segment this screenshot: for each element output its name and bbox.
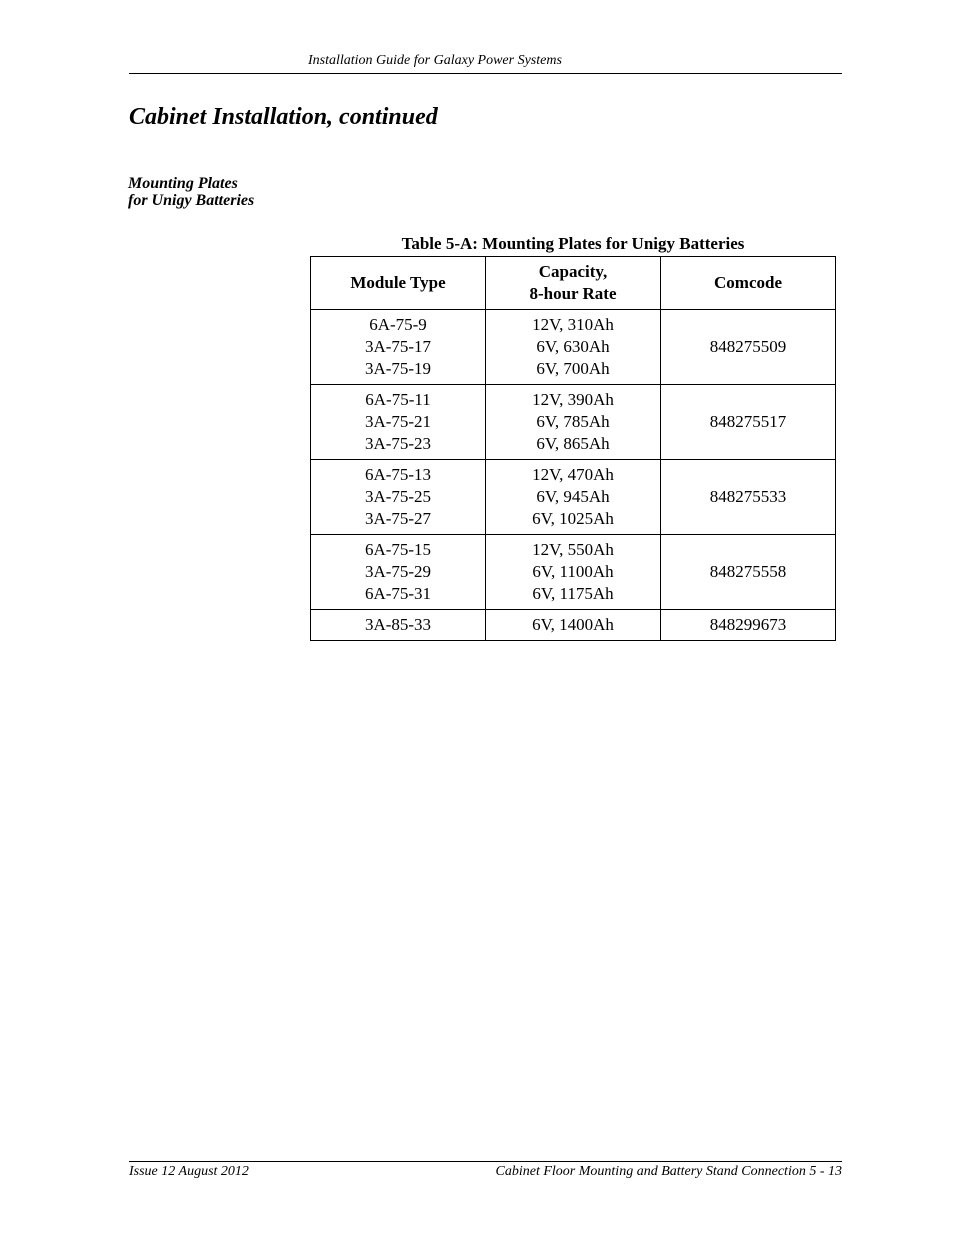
module-type: 6A-75-11: [365, 390, 431, 409]
capacity: 6V, 700Ah: [536, 359, 610, 378]
module-type: 3A-75-19: [364, 359, 432, 378]
cell-capacities: [486, 310, 661, 385]
header-capacity: [486, 257, 661, 310]
cell-module-types: [311, 310, 486, 385]
capacity: 6V, 945Ah: [536, 487, 610, 506]
table-row: [311, 385, 836, 460]
table-row: [311, 310, 836, 385]
table-row: [311, 610, 836, 641]
table-row: [311, 460, 836, 535]
module-type: 3A-85-33: [364, 615, 432, 634]
cell-comcode: 848275533: [661, 460, 836, 535]
capacity: 6V, 630Ah: [536, 337, 610, 356]
footer-issue: Issue 12 August 2012: [129, 1164, 249, 1179]
capacity: 6V, 1175Ah: [532, 584, 614, 603]
running-header: [129, 53, 842, 74]
cell-capacities: [486, 610, 661, 641]
table-row: [311, 535, 836, 610]
module-type: 3A-75-23: [364, 434, 432, 453]
capacity: 6V, 785Ah: [536, 412, 610, 431]
capacity: 12V, 310Ah: [532, 315, 614, 334]
capacity: 12V, 390Ah: [532, 390, 614, 409]
module-type: 3A-75-21: [364, 412, 432, 431]
table-header-row: [311, 257, 836, 310]
cell-capacities: [486, 460, 661, 535]
header-module-type: Module Type: [311, 257, 486, 310]
capacity: 6V, 865Ah: [536, 434, 610, 453]
cell-capacities: [486, 385, 661, 460]
header-comcode: Comcode: [661, 257, 836, 310]
capacity: 6V, 1400Ah: [532, 615, 614, 634]
module-type: 6A-75-9: [369, 315, 427, 334]
footer-section-page: Cabinet Floor Mounting and Battery Stand Connection 5 - 13: [495, 1164, 842, 1179]
header-capacity-line-2: 8-hour Rate: [529, 284, 617, 303]
running-footer: [129, 1161, 842, 1179]
capacity: 6V, 1100Ah: [532, 562, 614, 581]
module-type: 6A-75-15: [364, 540, 432, 559]
cell-comcode: 848275509: [661, 310, 836, 385]
table-caption: Table 5-A: Mounting Plates for Unigy Batteries: [401, 234, 745, 253]
capacity: 12V, 550Ah: [532, 540, 614, 559]
page-title: Cabinet Installation, continued: [129, 104, 438, 130]
section-side-heading-line-2: for Unigy Batteries: [128, 192, 255, 209]
module-type: 3A-75-25: [364, 487, 432, 506]
capacity: 6V, 1025Ah: [532, 509, 614, 528]
cell-module-types: [311, 385, 486, 460]
module-type: 3A-75-17: [364, 337, 432, 356]
module-type: 6A-75-31: [364, 584, 432, 603]
cell-module-types: [311, 535, 486, 610]
module-type: 6A-75-13: [364, 465, 432, 484]
cell-module-types: [311, 460, 486, 535]
cell-comcode: 848299673: [661, 610, 836, 641]
cell-module-types: [311, 610, 486, 641]
capacity: 12V, 470Ah: [532, 465, 614, 484]
cell-comcode: 848275558: [661, 535, 836, 610]
cell-capacities: [486, 535, 661, 610]
cell-comcode: 848275517: [661, 385, 836, 460]
section-side-heading-line-1: Mounting Plates: [128, 175, 238, 192]
section-side-heading: [128, 175, 254, 209]
running-header-title: Installation Guide for Galaxy Power Systems: [308, 53, 562, 68]
module-type: 3A-75-29: [364, 562, 432, 581]
module-type: 3A-75-27: [364, 509, 432, 528]
header-capacity-line-1: Capacity,: [538, 262, 608, 281]
mounting-plates-table: [310, 256, 836, 641]
